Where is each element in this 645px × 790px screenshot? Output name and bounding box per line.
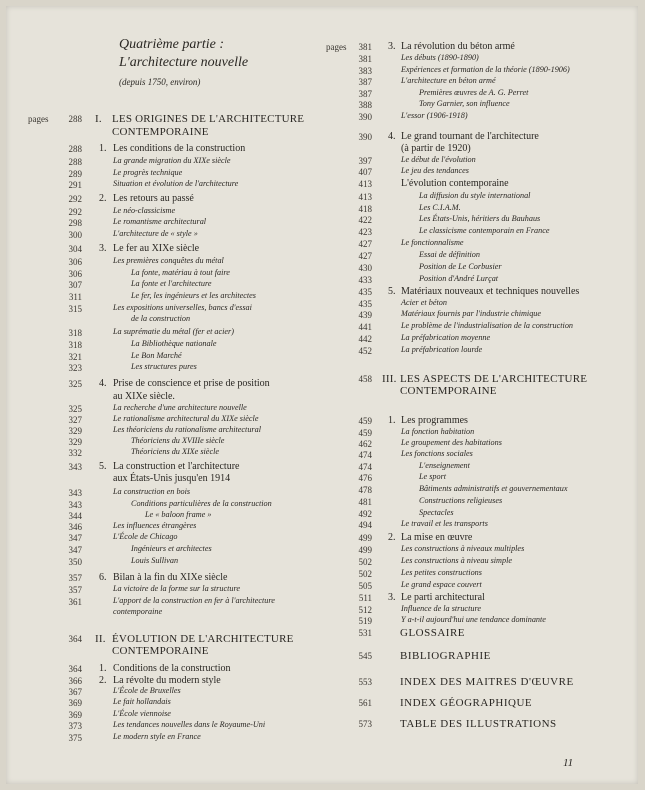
toc-page-number: 343: [68, 488, 82, 498]
toc-entry-number: 3.: [388, 592, 396, 603]
toc-page-number: 344: [68, 511, 82, 521]
toc-page-number: 321: [68, 352, 82, 362]
toc-subentry: Les tendances nouvelles dans le Royaume-Uni: [113, 720, 266, 729]
toc-page-number: 476: [358, 473, 372, 483]
toc-page-number: 361: [68, 597, 82, 607]
toc-page-number: 369: [68, 710, 82, 720]
toc-subentry: de la construction: [131, 314, 191, 323]
toc-subentry: Les constructions à niveau simple: [401, 556, 512, 565]
toc-page-number: 512: [358, 605, 372, 615]
toc-page-number: 458: [358, 374, 372, 384]
toc-page-number: 390: [358, 132, 372, 142]
toc-subentry: Essai de définition: [419, 250, 480, 259]
toc-subentry: Les constructions à niveaux multiples: [401, 544, 525, 553]
toc-subentry: Le travail et les transports: [401, 519, 488, 528]
toc-subentry: La Bibliothèque nationale: [131, 339, 217, 348]
toc-subentry: La fonte et l'architecture: [131, 279, 212, 288]
toc-entry: CONTEMPORAINE: [400, 385, 497, 397]
toc-page-number: 397: [358, 156, 372, 166]
toc-subentry: L'École de Chicago: [113, 532, 178, 541]
toc-page-number: 364: [68, 634, 82, 644]
toc-entry: La révolte du modern style: [113, 675, 221, 686]
toc-page-number: 494: [358, 520, 372, 530]
toc-subentry: Les fonctions sociales: [401, 449, 473, 458]
toc-subentry: La recherche d'une architecture nouvelle: [113, 403, 247, 412]
toc-subentry: L'École de Bruxelles: [113, 686, 181, 695]
toc-entry: LES ASPECTS DE L'ARCHITECTURE: [400, 373, 588, 385]
toc-entry: (à partir de 1920): [401, 143, 471, 154]
toc-entry-number: 4.: [99, 378, 107, 389]
toc-subentry: Les États-Unis, héritiers du Bauhaus: [419, 214, 541, 223]
toc-subentry: Bâtiments administratifs et gouvernementaux: [419, 484, 568, 493]
toc-subentry: Les petites constructions: [401, 568, 482, 577]
toc-entry-number: 2.: [99, 675, 107, 686]
toc-page-number: 375: [68, 733, 82, 743]
toc-entry: CONTEMPORAINE: [112, 645, 209, 657]
toc-entry: L'évolution contemporaine: [401, 178, 509, 189]
toc-page-number: 573: [358, 719, 372, 729]
toc-subentry: L'apport de la construction en fer à l'architecture: [113, 596, 275, 605]
toc-page-number: 430: [358, 263, 372, 273]
toc-entry: La révolution du béton armé: [401, 41, 515, 52]
toc-page-number: 307: [68, 280, 82, 290]
toc-page-number: 288: [68, 157, 82, 167]
toc-page-number: 306: [68, 269, 82, 279]
toc-entry-number: 1.: [388, 415, 396, 426]
toc-page-number: 289: [68, 169, 82, 179]
toc-page-number: 288: [68, 114, 82, 124]
toc-page-number: 413: [358, 192, 372, 202]
toc-page-number: 325: [68, 379, 82, 389]
toc-page-number: 462: [358, 439, 372, 449]
toc-page-number: 511: [358, 593, 372, 603]
toc-page-number: 343: [68, 462, 82, 472]
toc-page-number: 315: [68, 304, 82, 314]
toc-subentry: Le « baloon frame »: [145, 510, 212, 519]
toc-page-number: 499: [358, 533, 372, 543]
toc-subentry: Théoriciens du XVIIIe siècle: [131, 436, 225, 445]
toc-subentry: La diffusion du style international: [419, 191, 531, 200]
toc-entry: Matériaux nouveaux et techniques nouvelles: [401, 286, 580, 297]
toc-page-number: 481: [358, 497, 372, 507]
toc-page-number: 422: [358, 215, 372, 225]
toc-entry: Bilan à la fin du XIXe siècle: [113, 572, 228, 583]
toc-subentry: L'architecture en béton armé: [401, 76, 496, 85]
toc-subentry: La fonction habitation: [401, 427, 475, 436]
toc-subentry: Le progrès technique: [113, 168, 183, 177]
toc-entry-number: 1.: [99, 143, 107, 154]
toc-page-number: 292: [68, 207, 82, 217]
toc-subentry: Les C.I.A.M.: [419, 203, 461, 212]
toc-subentry: L'enseignement: [419, 461, 470, 470]
toc-page-number: 441: [358, 322, 372, 332]
toc-page-number: 318: [68, 340, 82, 350]
toc-subentry: La préfabrication lourde: [401, 345, 483, 354]
toc-page-number: 311: [68, 292, 82, 302]
toc-page-number: 364: [68, 664, 82, 674]
toc-subentry: Premières œuvres de A. G. Perret: [419, 88, 529, 97]
toc-page-number: 381: [358, 54, 372, 64]
toc-page-number: 367: [68, 687, 82, 697]
toc-subentry: Les influences étrangères: [113, 521, 197, 530]
pages-label: pages: [28, 114, 49, 124]
toc-page-number: 492: [358, 509, 372, 519]
toc-entry: Prise de conscience et prise de position: [113, 378, 270, 389]
toc-entry: La mise en œuvre: [401, 532, 473, 543]
page-number: 11: [563, 757, 574, 769]
toc-page-number: 423: [358, 227, 372, 237]
toc-subentry: Théoriciens du XIXe siècle: [131, 447, 219, 456]
toc-subentry: Les expositions universelles, bancs d'essai: [113, 303, 252, 312]
toc-page-number: 304: [68, 244, 82, 254]
toc-page-number: 561: [358, 698, 372, 708]
toc-subentry: Le début de l'évolution: [401, 155, 476, 164]
toc-subentry: Ingénieurs et architectes: [131, 544, 212, 553]
toc-page-number: 291: [68, 180, 82, 190]
toc-page-number: 298: [68, 218, 82, 228]
toc-appendix-entry: INDEX GÉOGRAPHIQUE: [400, 697, 533, 709]
toc-subentry: Matériaux fournis par l'industrie chimique: [401, 309, 542, 318]
toc-appendix-entry: BIBLIOGRAPHIE: [400, 650, 491, 662]
toc-page-number: 388: [358, 100, 372, 110]
toc-page-number: 325: [68, 404, 82, 414]
toc-page-number: 332: [68, 448, 82, 458]
toc-subentry: Le groupement des habitations: [401, 438, 502, 447]
toc-subentry: La victoire de la forme sur la structure: [113, 584, 240, 593]
toc-page-number: 478: [358, 485, 372, 495]
toc-page-number: 435: [358, 299, 372, 309]
toc-subentry: Les débuts (1890-1890): [401, 53, 479, 62]
pages-label: pages: [326, 42, 347, 52]
toc-entry: Le grand tournant de l'architecture: [401, 131, 539, 142]
toc-subentry: Les théoriciens du rationalisme architectural: [113, 425, 261, 434]
toc-entry-number: 2.: [388, 532, 396, 543]
toc-entry-number: I.: [95, 113, 102, 125]
toc-page-number: 390: [358, 112, 372, 122]
toc-subentry: L'essor (1906-1918): [401, 111, 468, 120]
toc-page-number: 502: [358, 557, 372, 567]
toc-page-number: 323: [68, 363, 82, 373]
toc-entry-number: 1.: [99, 663, 107, 674]
toc-subentry: Conditions particulières de la construction: [131, 499, 272, 508]
toc-entry-number: 5.: [388, 286, 396, 297]
toc-subentry: Tony Garnier, son influence: [419, 99, 510, 108]
toc-subentry: Constructions religieuses: [419, 496, 503, 505]
toc-page-number: 545: [358, 651, 372, 661]
toc-page-number: 318: [68, 328, 82, 338]
toc-subentry: La suprématie du métal (fer et acier): [113, 327, 234, 336]
toc-page-number: 306: [68, 257, 82, 267]
toc-subentry: Le fait hollandais: [113, 697, 171, 706]
toc-entry: Les retours au passé: [113, 193, 194, 204]
toc-entry-number: 2.: [99, 193, 107, 204]
toc-page-number: 413: [358, 179, 372, 189]
toc-page-number: 519: [358, 616, 372, 626]
toc-entry: au XIXe siècle.: [113, 391, 175, 402]
toc-subentry: Position d'André Lurçat: [419, 274, 499, 283]
toc-subentry: L'École viennoise: [113, 709, 171, 718]
toc-page-number: 357: [68, 573, 82, 583]
toc-page-number: 292: [68, 194, 82, 204]
toc-page-number: 347: [68, 545, 82, 555]
toc-entry: LES ORIGINES DE L'ARCHITECTURE: [112, 113, 305, 125]
toc-page-number: 505: [358, 581, 372, 591]
toc-appendix-entry: TABLE DES ILLUSTRATIONS: [400, 718, 557, 730]
toc-subentry: Le fonctionnalisme: [401, 238, 464, 247]
toc-entry-number: 3.: [388, 41, 396, 52]
toc-entry: Le fer au XIXe siècle: [113, 243, 200, 254]
toc-subentry: Le classicisme contemporain en France: [419, 226, 550, 235]
toc-subentry: La fonte, matériau à tout faire: [131, 268, 230, 277]
toc-entry: CONTEMPORAINE: [112, 126, 209, 138]
toc-page-number: 347: [68, 533, 82, 543]
toc-page-number: 418: [358, 204, 372, 214]
toc-subentry: Influence de la structure: [401, 604, 481, 613]
toc-entry-number: III.: [382, 373, 397, 385]
toc-page-number: 288: [68, 144, 82, 154]
toc-page-number: 373: [68, 721, 82, 731]
toc-subentry: Le jeu des tendances: [401, 166, 469, 175]
toc-page-number: 435: [358, 287, 372, 297]
toc-page-number: 459: [358, 428, 372, 438]
toc-page-number: 459: [358, 416, 372, 426]
toc-subentry: contemporaine: [113, 607, 163, 616]
part-title: Quatrième partie :: [119, 37, 224, 52]
toc-page-number: 452: [358, 346, 372, 356]
toc-subentry: Le néo-classicisme: [113, 206, 176, 215]
toc-subentry: Situation et évolution de l'architecture: [113, 179, 239, 188]
toc-page-number: 329: [68, 426, 82, 436]
toc-page-number: 407: [358, 167, 372, 177]
toc-page-number: 369: [68, 698, 82, 708]
toc-subentry: Louis Sullivan: [131, 556, 179, 565]
toc-entry: Les conditions de la construction: [113, 143, 246, 154]
toc-entry-number: 6.: [99, 572, 107, 583]
toc-page-number: 474: [358, 450, 372, 460]
toc-appendix-entry: GLOSSAIRE: [400, 627, 466, 639]
toc-subentry: La grande migration du XIXe siècle: [113, 156, 231, 165]
toc-subentry: Expériences et formation de la théorie (1890-1906): [401, 65, 570, 74]
toc-subentry: Le sport: [419, 472, 447, 481]
toc-page-number: 499: [358, 545, 372, 555]
toc-page-number: 502: [358, 569, 372, 579]
toc-subentry: Le modern style en France: [113, 732, 201, 741]
part-subtitle: L'architecture nouvelle: [119, 55, 249, 70]
toc-entry: ÉVOLUTION DE L'ARCHITECTURE: [112, 633, 294, 645]
toc-page-number: 381: [358, 42, 372, 52]
toc-entry: Conditions de la construction: [113, 663, 231, 674]
toc-entry: Le parti architectural: [401, 592, 485, 603]
toc-entry-number: 3.: [99, 243, 107, 254]
toc-entry: La construction et l'architecture: [113, 461, 240, 472]
toc-entry-number: II.: [95, 633, 106, 645]
toc-subentry: L'architecture de « style »: [113, 229, 198, 238]
toc-page-number: 300: [68, 230, 82, 240]
toc-subentry: Les premières conquêtes du métal: [113, 256, 224, 265]
toc-page-number: 553: [358, 677, 372, 687]
part-dates: (depuis 1750, environ): [119, 77, 201, 87]
toc-subentry: La préfabrication moyenne: [401, 333, 491, 342]
toc-entry: aux États-Unis jusqu'en 1914: [113, 473, 231, 484]
toc-page-number: 357: [68, 585, 82, 595]
toc-page-number: 383: [358, 66, 372, 76]
toc-subentry: Les structures pures: [131, 362, 197, 371]
toc-page-number: 439: [358, 310, 372, 320]
toc-page-number: 442: [358, 334, 372, 344]
toc-page-number: 366: [68, 676, 82, 686]
toc-subentry: Acier et béton: [401, 298, 447, 307]
toc-entry-number: 4.: [388, 131, 396, 142]
toc-page-number: 531: [358, 628, 372, 638]
toc-entry: Les programmes: [401, 415, 468, 426]
toc-subentry: Le rationalisme architectural du XIXe siècle: [113, 414, 259, 423]
toc-subentry: Le romantisme architectural: [113, 217, 207, 226]
toc-entry-number: 5.: [99, 461, 107, 472]
toc-subentry: La construction en bois: [113, 487, 191, 496]
toc-subentry: Le grand espace couvert: [401, 580, 482, 589]
toc-page-number: 387: [358, 77, 372, 87]
toc-page-number: 387: [358, 89, 372, 99]
toc-subentry: Le Bon Marché: [131, 351, 182, 360]
toc-subentry: Y a-t-il aujourd'hui une tendance dominante: [401, 615, 546, 624]
toc-subentry: Position de Le Corbusier: [419, 262, 502, 271]
toc-page-number: 350: [68, 557, 82, 567]
toc-page-number: 433: [358, 275, 372, 285]
toc-subentry: Le problème de l'industrialisation de la construction: [401, 321, 574, 330]
toc-page-number: 327: [68, 415, 82, 425]
toc-page-number: 343: [68, 500, 82, 510]
toc-page-number: 329: [68, 437, 82, 447]
toc-appendix-entry: INDEX DES MAITRES D'ŒUVRE: [400, 676, 574, 688]
book-page: [6, 6, 638, 784]
toc-subentry: Spectacles: [419, 508, 454, 517]
toc-page-number: 427: [358, 239, 372, 249]
toc-subentry: Le fer, les ingénieurs et les architectes: [131, 291, 256, 300]
toc-page-number: 427: [358, 251, 372, 261]
toc-page-number: 346: [68, 522, 82, 532]
toc-page-number: 474: [358, 462, 372, 472]
